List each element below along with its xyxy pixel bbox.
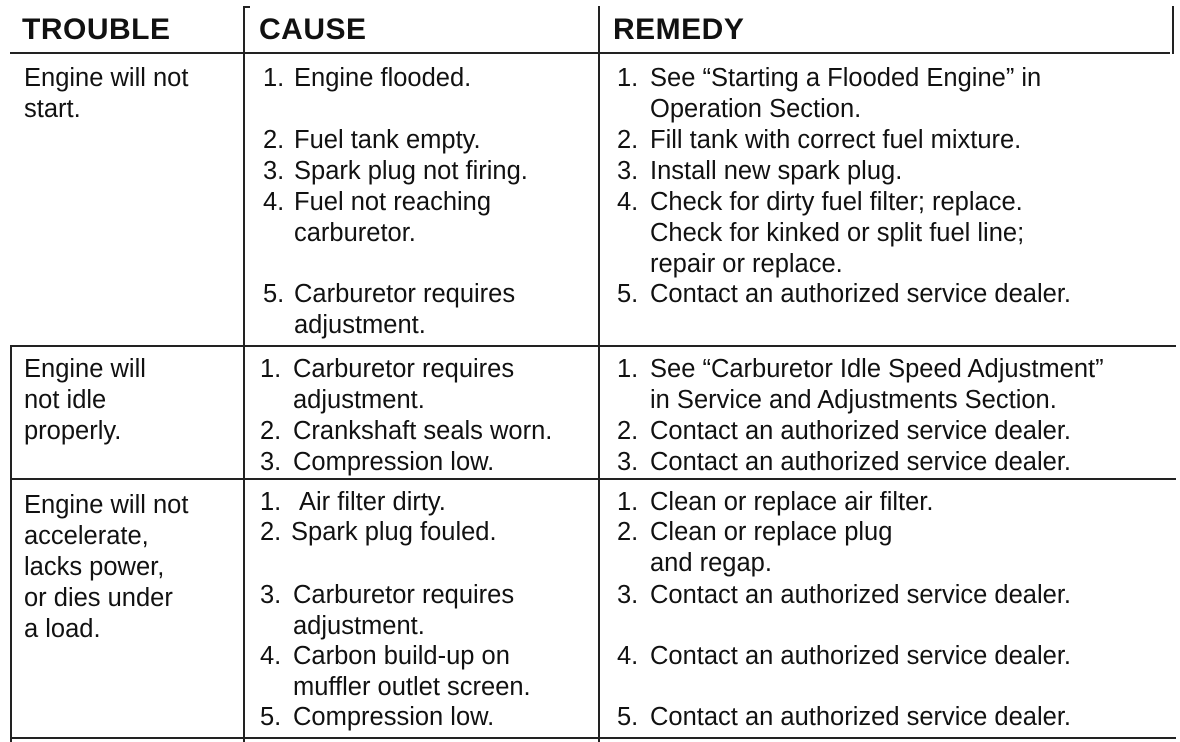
remedy-item: 1. See “Starting a Flooded Engine” in Operation Section.	[617, 64, 1042, 123]
remedies-1	[617, 63, 1169, 343]
row-divider-2	[10, 478, 1176, 480]
cause-item: 5. Carburetor requires adjustment.	[263, 280, 516, 339]
cause-item: 5. Compression low.	[260, 703, 495, 731]
column-divider-1	[243, 6, 245, 742]
remedy-item: 3. Install new spark plug.	[617, 157, 903, 185]
remedy-item: 4. Check for dirty fuel filter; replace. Check for kinked or split fuel line; repair or replace.	[617, 188, 1025, 278]
right-border	[1172, 6, 1174, 54]
remedies-3	[617, 487, 1169, 735]
remedy-item: 5. Contact an authorized service dealer.	[617, 280, 1071, 308]
trouble-3: Engine will not accelerate, lacks power, or dies under a load.	[24, 491, 189, 643]
remedy-item: 3. Contact an authorized service dealer.	[617, 581, 1071, 609]
causes-3	[260, 487, 594, 735]
remedy-item: 1. Clean or replace air filter.	[617, 488, 934, 516]
remedy-item: 2. Clean or replace plug and regap.	[617, 518, 893, 577]
cause-item: 2. Spark plug fouled.	[260, 518, 497, 546]
cause-item: 3. Carburetor requires adjustment.	[260, 581, 515, 640]
remedy-item: 2. Fill tank with correct fuel mixture.	[617, 126, 1022, 154]
cause-item: 1. Carburetor requires adjustment.	[260, 355, 515, 414]
remedy-item: 5. Contact an authorized service dealer.	[617, 703, 1071, 731]
remedy-item: 2. Contact an authorized service dealer.	[617, 417, 1071, 445]
header-divider	[10, 52, 1170, 54]
left-border	[10, 345, 12, 742]
cause-item: 3. Compression low.	[260, 448, 495, 476]
remedy-item: 4. Contact an authorized service dealer.	[617, 642, 1071, 670]
trouble-1: Engine will not start.	[24, 64, 189, 123]
cause-item: 3. Spark plug not firing.	[263, 157, 528, 185]
row-divider-1	[10, 345, 1176, 347]
cause-item: 4. Fuel not reaching carburetor.	[263, 188, 492, 247]
remedy-item: 3. Contact an authorized service dealer.	[617, 448, 1071, 476]
table-bottom-border	[10, 737, 1176, 739]
trouble-2: Engine will not idle properly.	[24, 355, 146, 445]
header-remedy: REMEDY	[613, 13, 745, 46]
cause-item: 4. Carbon build-up on muffler outlet screen.	[260, 642, 531, 701]
header-cause: CAUSE	[259, 13, 367, 46]
column-divider-2	[598, 6, 600, 742]
cause-item: 1. Engine flooded.	[263, 64, 472, 92]
causes-2	[260, 354, 594, 476]
cause-item: 1. Air filter dirty.	[260, 488, 446, 516]
remedies-2	[617, 354, 1169, 476]
cause-item: 2. Fuel tank empty.	[263, 126, 481, 154]
header-trouble: TROUBLE	[22, 13, 171, 46]
remedy-item: 1. See “Carburetor Idle Speed Adjustment” in Service and Adjustments Section.	[617, 355, 1104, 414]
cause-item: 2. Crankshaft seals worn.	[260, 417, 553, 445]
causes-1	[263, 63, 593, 343]
